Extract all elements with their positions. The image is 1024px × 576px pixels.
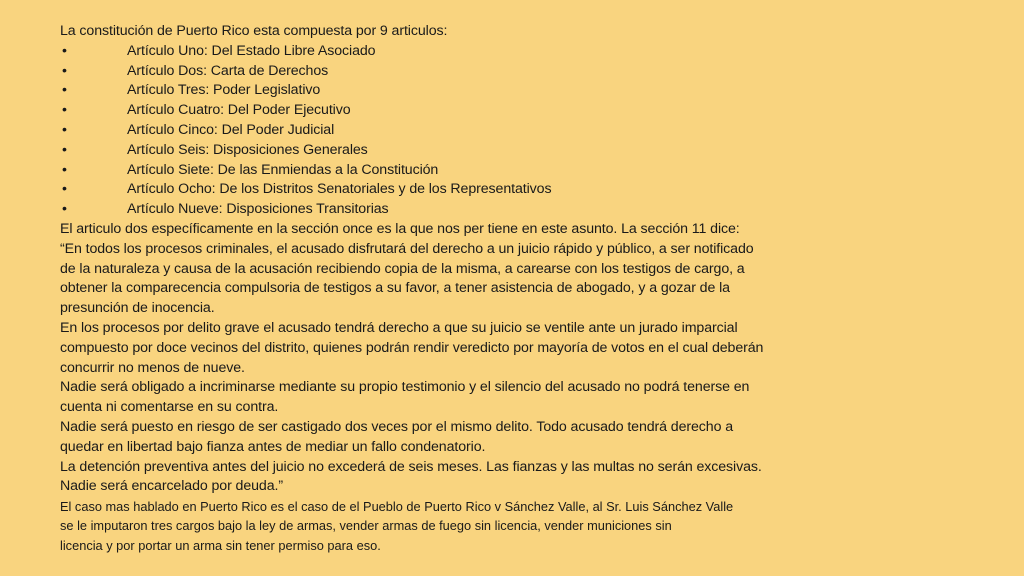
bullet-icon: • <box>62 181 67 198</box>
article-label: Artículo Dos: Carta de Derechos <box>127 62 329 79</box>
bullet-icon: • <box>62 121 67 138</box>
body-line: Nadie será encarcelado por deuda.” <box>60 478 283 495</box>
body-line: concurrir no menos de nueve. <box>60 359 245 376</box>
article-label: Artículo Tres: Poder Legislativo <box>127 82 321 99</box>
bullet-icon: • <box>62 141 67 158</box>
bullet-icon: • <box>62 42 67 59</box>
body-line: cuenta ni comentarse en su contra. <box>60 399 279 416</box>
bullet-icon: • <box>62 82 67 99</box>
article-item-2 <box>60 62 960 82</box>
article-item-5 <box>60 121 960 141</box>
article-label: Artículo Uno: Del Estado Libre Asociado <box>127 42 376 59</box>
body-line: presunción de inocencia. <box>60 300 215 317</box>
bullet-icon: • <box>62 161 67 178</box>
body-line: Nadie será puesto en riesgo de ser castigado dos veces por el mismo delito. Todo acusado tendrá derecho a <box>60 418 734 435</box>
body-line: La detención preventiva antes del juicio no excederá de seis meses. Las fianzas y las multas no serán excesivas. <box>60 458 762 475</box>
body-line: de la naturaleza y causa de la acusación recibiendo copia de la misma, a carearse con los testigos de cargo, a <box>60 260 745 277</box>
article-label: Artículo Ocho: De los Distritos Senatoriales y de los Representativos <box>127 181 552 198</box>
body-line: obtener la comparecencia compulsoria de testigos a su favor, a tener asistencia de abogado, y a gozar de la <box>60 280 730 297</box>
body-line: Nadie será obligado a incriminarse mediante su propio testimonio y el silencio del acusado no podrá tenerse en <box>60 379 750 396</box>
article-label: Artículo Cuatro: Del Poder Ejecutivo <box>127 102 351 119</box>
article-item-9 <box>60 200 960 220</box>
article-item-3 <box>60 81 960 101</box>
bullet-icon: • <box>62 62 67 79</box>
article-item-8 <box>60 180 960 200</box>
article-item-4 <box>60 101 960 121</box>
article-label: Artículo Siete: De las Enmiendas a la Constitución <box>127 161 439 178</box>
closing-line: El caso mas hablado en Puerto Rico es el caso de el Pueblo de Puerto Rico v Sánchez Valle, al Sr. Luis Sánchez Valle <box>60 499 734 515</box>
body-line: “En todos los procesos criminales, el acusado disfrutará del derecho a un juicio rápido y público, a ser notificado <box>60 240 754 257</box>
slide-content <box>60 22 960 555</box>
bullet-icon: • <box>62 201 67 218</box>
article-item-7 <box>60 161 960 181</box>
article-label: Artículo Cinco: Del Poder Judicial <box>127 121 335 138</box>
article-label: Artículo Nueve: Disposiciones Transitorias <box>127 201 389 218</box>
article-item-6 <box>60 141 960 161</box>
closing-line: licencia y por portar un arma sin tener permiso para eso. <box>60 537 381 553</box>
body-line: compuesto por doce vecinos del distrito, quienes podrán rendir veredicto por mayoría de votos en el cual deberán <box>60 339 764 356</box>
article-item-1 <box>60 42 960 62</box>
closing-line: se le imputaron tres cargos bajo la ley de armas, vender armas de fuego sin licencia, vender municiones sin <box>60 518 672 534</box>
bullet-icon: • <box>62 102 67 119</box>
body-line: En los procesos por delito grave el acusado tendrá derecho a que su juicio se ventile ante un jurado imparcial <box>60 319 738 336</box>
article-label: Artículo Seis: Disposiciones Generales <box>127 141 368 158</box>
body-line: quedar en libertad bajo fianza antes de mediar un fallo condenatorio. <box>60 438 486 455</box>
intro-text: La constitución de Puerto Rico esta compuesta por 9 articulos: <box>60 23 448 39</box>
body-line: El articulo dos específicamente en la sección once es la que nos per tiene en este asunto. La sección 11 dice: <box>60 220 740 237</box>
